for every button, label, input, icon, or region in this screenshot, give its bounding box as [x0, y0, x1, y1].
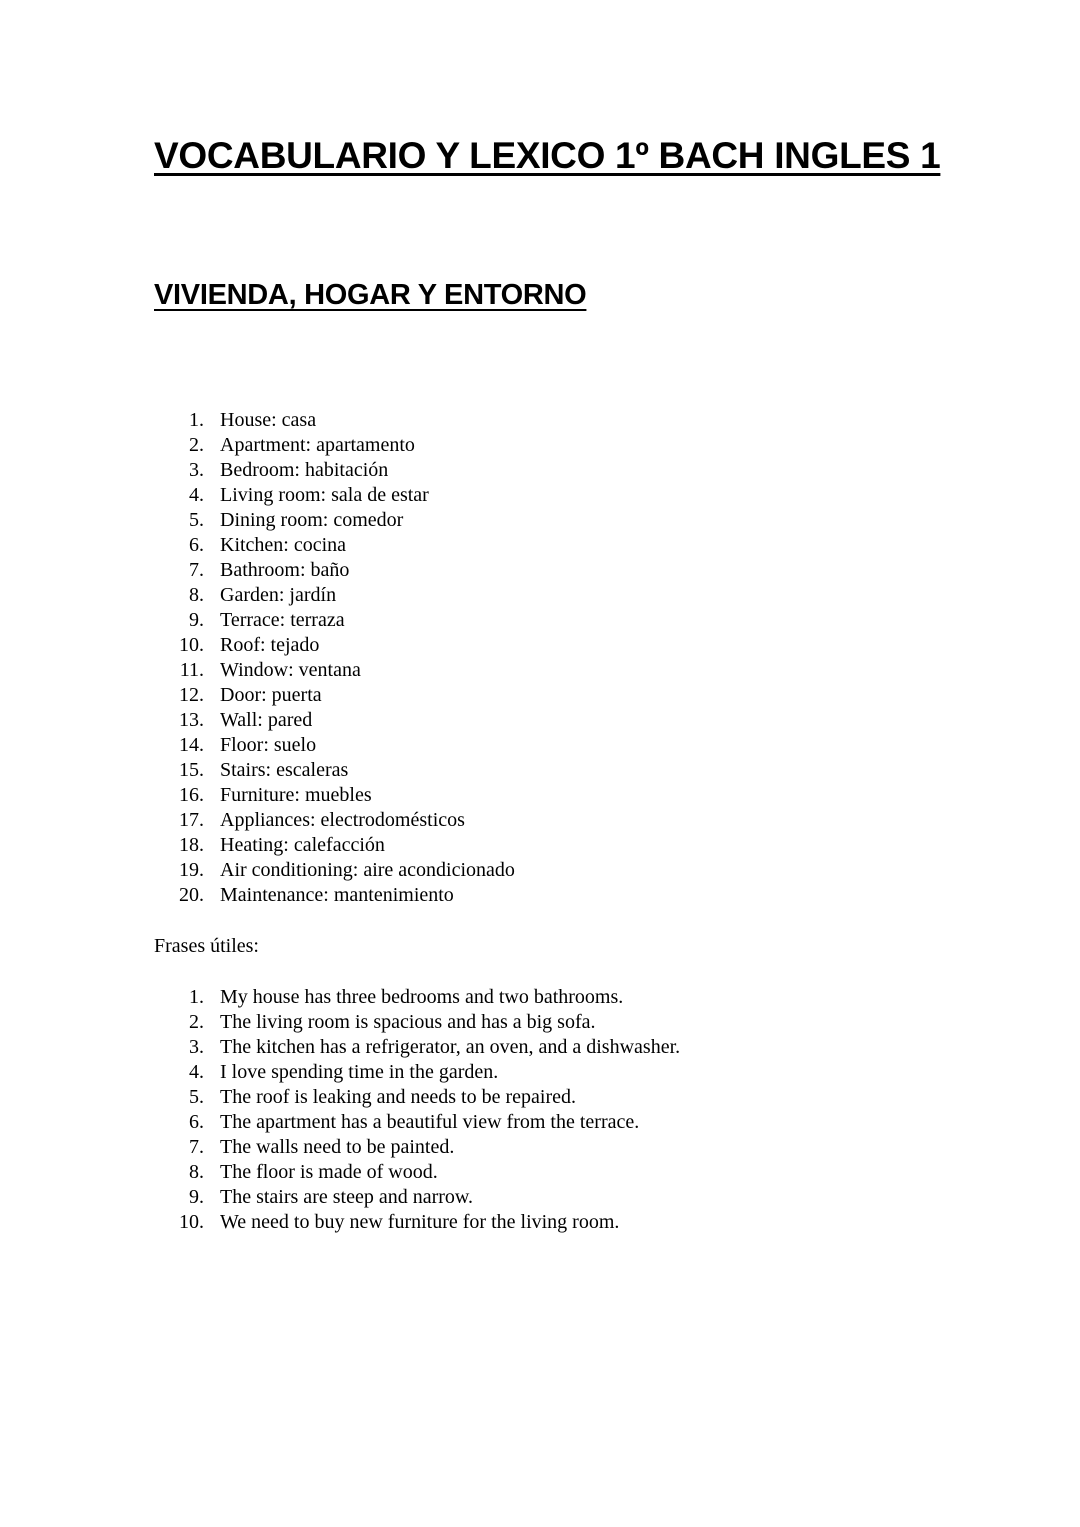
list-item: 20. Maintenance: mantenimiento	[179, 884, 454, 906]
list-item: 6. Kitchen: cocina	[189, 534, 347, 556]
list-item: 10. Roof: tejado	[179, 634, 320, 656]
vocab-entry: Air conditioning: aire acondicionado	[220, 859, 515, 881]
phrase-entry: The stairs are steep and narrow.	[220, 1186, 474, 1208]
vocab-entry: Bedroom: habitación	[220, 459, 389, 481]
list-item: 9. The stairs are steep and narrow.	[189, 1186, 474, 1208]
phrases-label: Frases útiles:	[154, 935, 259, 957]
vocab-entry: Heating: calefacción	[220, 834, 385, 856]
vocab-entry: Floor: suelo	[220, 734, 317, 756]
vocabulary-list	[154, 408, 515, 908]
phrase-entry: I love spending time in the garden.	[220, 1061, 499, 1083]
list-item: 8. The floor is made of wood.	[189, 1161, 438, 1183]
phrase-entry: The floor is made of wood.	[220, 1161, 438, 1183]
vocab-entry: Window: ventana	[220, 659, 361, 681]
vocab-entry: Apartment: apartamento	[220, 434, 415, 456]
vocab-entry: Living room: sala de estar	[220, 484, 429, 506]
list-item: 16. Furniture: muebles	[179, 784, 372, 806]
list-item: 1. House: casa	[189, 409, 317, 431]
vocab-entry: Furniture: muebles	[220, 784, 372, 806]
list-item: 17. Appliances: electrodomésticos	[179, 809, 465, 831]
vocab-entry: House: casa	[220, 409, 317, 431]
list-item: 5. The roof is leaking and needs to be repaired.	[189, 1086, 576, 1108]
list-item: 14. Floor: suelo	[179, 734, 317, 756]
phrase-entry: My house has three bedrooms and two bathrooms.	[220, 986, 624, 1008]
list-item: 15. Stairs: escaleras	[179, 759, 349, 781]
vocab-entry: Kitchen: cocina	[220, 534, 347, 556]
vocab-entry: Terrace: terraza	[220, 609, 345, 631]
list-item: 7. The walls need to be painted.	[189, 1136, 455, 1158]
vocab-entry: Appliances: electrodomésticos	[220, 809, 465, 831]
phrase-entry: The living room is spacious and has a big sofa.	[220, 1011, 596, 1033]
vocab-entry: Roof: tejado	[220, 634, 320, 656]
phrase-entry: The apartment has a beautiful view from the terrace.	[220, 1111, 640, 1133]
vocab-entry: Wall: pared	[220, 709, 313, 731]
list-item: 11. Window: ventana	[179, 659, 361, 681]
list-item: 4. I love spending time in the garden.	[189, 1061, 499, 1083]
vocab-entry: Bathroom: baño	[220, 559, 350, 581]
phrase-entry: The kitchen has a refrigerator, an oven, and a dishwasher.	[220, 1036, 681, 1058]
phrases-list	[154, 985, 680, 1235]
list-item: 2. Apartment: apartamento	[189, 434, 415, 456]
list-item: 2. The living room is spacious and has a big sofa.	[189, 1011, 596, 1033]
vocab-entry: Maintenance: mantenimiento	[220, 884, 454, 906]
phrase-entry: We need to buy new furniture for the living room.	[220, 1211, 620, 1233]
vocab-entry: Stairs: escaleras	[220, 759, 349, 781]
list-item: 8. Garden: jardín	[189, 584, 337, 606]
list-item: 13. Wall: pared	[179, 709, 313, 731]
list-item: 19. Air conditioning: aire acondicionado	[179, 859, 515, 881]
list-item: 5. Dining room: comedor	[189, 509, 404, 531]
list-item: 3. The kitchen has a refrigerator, an oven, and a dishwasher.	[189, 1036, 681, 1058]
phrase-entry: The walls need to be painted.	[220, 1136, 455, 1158]
list-item: 7. Bathroom: baño	[189, 559, 350, 581]
vocab-entry: Dining room: comedor	[220, 509, 404, 531]
list-item: 12. Door: puerta	[179, 684, 322, 706]
document-title: VOCABULARIO Y LEXICO 1º BACH INGLES 1	[154, 135, 941, 176]
vocab-entry: Door: puerta	[220, 684, 322, 706]
section-heading: VIVIENDA, HOGAR Y ENTORNO	[154, 279, 587, 311]
vocab-entry: Garden: jardín	[220, 584, 337, 606]
list-item: 10. We need to buy new furniture for the living room.	[179, 1211, 620, 1233]
list-item: 6. The apartment has a beautiful view from the terrace.	[189, 1111, 640, 1133]
list-item: 18. Heating: calefacción	[179, 834, 385, 856]
list-item: 9. Terrace: terraza	[189, 609, 345, 631]
list-item: 1. My house has three bedrooms and two bathrooms.	[189, 986, 624, 1008]
list-item: 3. Bedroom: habitación	[189, 459, 389, 481]
list-item: 4. Living room: sala de estar	[189, 484, 429, 506]
phrase-entry: The roof is leaking and needs to be repaired.	[220, 1086, 576, 1108]
